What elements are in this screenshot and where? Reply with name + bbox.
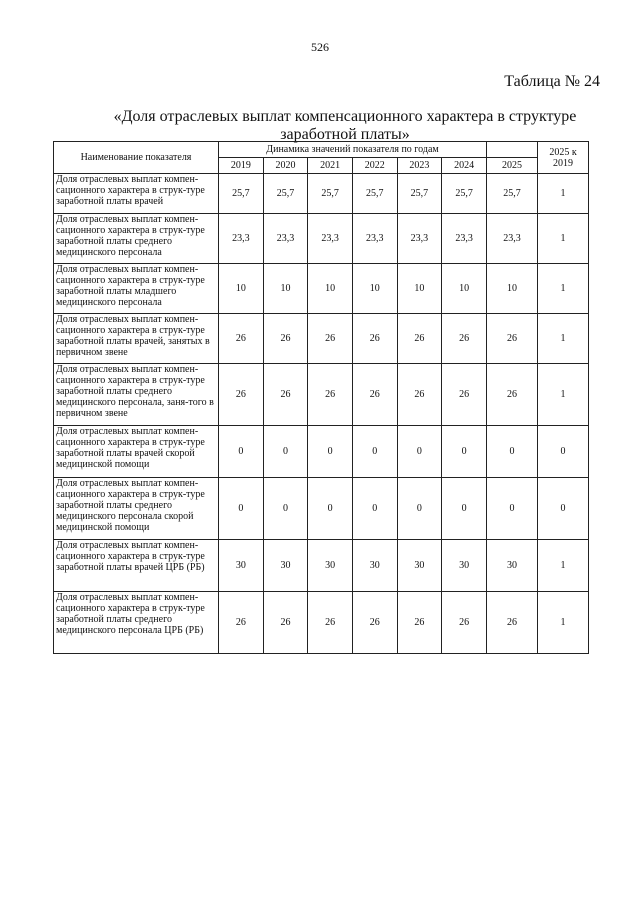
- row-name: Доля отраслевых выплат компен-сационного характера в струк-туре заработной платы врачей скорой медицинской помощи: [54, 426, 219, 478]
- row-value: 26: [487, 364, 538, 426]
- row-value: 26: [397, 314, 442, 364]
- table-row: [54, 364, 589, 426]
- row-value: 0: [308, 478, 353, 540]
- table-row: [54, 592, 589, 654]
- header-year: 2022: [352, 158, 397, 174]
- row-value: 0: [219, 478, 264, 540]
- row-name: Доля отраслевых выплат компен-сационного характера в струк-туре заработной платы врачей, занятых в первичном звене: [54, 314, 219, 364]
- row-value: 26: [487, 592, 538, 654]
- row-value: 26: [308, 364, 353, 426]
- row-value: 23,3: [263, 214, 308, 264]
- page-number: 526: [311, 40, 329, 54]
- row-name: Доля отраслевых выплат компен-сационного характера в струк-туре заработной платы среднего медицинского персонала: [54, 214, 219, 264]
- row-value: 30: [487, 540, 538, 592]
- row-value: 30: [308, 540, 353, 592]
- row-value: 26: [442, 364, 487, 426]
- row-value: 10: [487, 264, 538, 314]
- row-value: 0: [487, 426, 538, 478]
- row-value: 25,7: [263, 174, 308, 214]
- row-value: 0: [219, 426, 264, 478]
- row-ratio: 1: [538, 364, 589, 426]
- row-ratio: 1: [538, 214, 589, 264]
- row-value: 26: [263, 592, 308, 654]
- row-ratio: 1: [538, 540, 589, 592]
- row-value: 10: [219, 264, 264, 314]
- row-value: 30: [442, 540, 487, 592]
- row-value: 26: [397, 364, 442, 426]
- row-value: 0: [397, 426, 442, 478]
- row-value: 26: [352, 314, 397, 364]
- row-value: 25,7: [442, 174, 487, 214]
- row-value: 23,3: [352, 214, 397, 264]
- row-value: 30: [352, 540, 397, 592]
- row-value: 25,7: [352, 174, 397, 214]
- header-year: 2019: [219, 158, 264, 174]
- row-value: 10: [308, 264, 353, 314]
- row-value: 26: [219, 314, 264, 364]
- header-dynamics: Динамика значений показателя по годам: [219, 142, 487, 158]
- row-value: 26: [219, 364, 264, 426]
- row-value: 30: [263, 540, 308, 592]
- row-value: 26: [219, 592, 264, 654]
- row-value: 10: [352, 264, 397, 314]
- header-year: 2021: [308, 158, 353, 174]
- row-value: 26: [487, 314, 538, 364]
- row-ratio: 1: [538, 314, 589, 364]
- row-value: 0: [442, 478, 487, 540]
- row-value: 23,3: [219, 214, 264, 264]
- data-table: [53, 141, 589, 654]
- row-name: Доля отраслевых выплат компен-сационного характера в струк-туре заработной платы врачей: [54, 174, 219, 214]
- table-row: [54, 540, 589, 592]
- row-value: 0: [263, 478, 308, 540]
- header-year: 2024: [442, 158, 487, 174]
- row-name: Доля отраслевых выплат компен-сационного характера в струк-туре заработной платы среднего медицинского персонала ЦРБ (РБ): [54, 592, 219, 654]
- row-value: 0: [487, 478, 538, 540]
- table-label: Таблица № 24: [504, 73, 600, 90]
- row-value: 30: [397, 540, 442, 592]
- row-value: 25,7: [219, 174, 264, 214]
- header-blank: [487, 142, 538, 158]
- row-value: 10: [397, 264, 442, 314]
- row-value: 0: [397, 478, 442, 540]
- row-value: 0: [442, 426, 487, 478]
- table-row: [54, 314, 589, 364]
- table-title: «Доля отраслевых выплат компенсационного характера в структуре заработной платы»: [113, 108, 577, 143]
- row-value: 25,7: [487, 174, 538, 214]
- row-value: 26: [352, 592, 397, 654]
- row-value: 0: [352, 426, 397, 478]
- table-row: [54, 214, 589, 264]
- row-value: 25,7: [308, 174, 353, 214]
- row-value: 26: [308, 592, 353, 654]
- row-ratio: 0: [538, 478, 589, 540]
- row-value: 30: [219, 540, 264, 592]
- row-value: 23,3: [487, 214, 538, 264]
- row-value: 0: [352, 478, 397, 540]
- row-value: 23,3: [397, 214, 442, 264]
- row-value: 26: [263, 314, 308, 364]
- row-value: 0: [308, 426, 353, 478]
- header-ratio: 2025 к 2019: [538, 142, 589, 174]
- row-value: 26: [442, 314, 487, 364]
- row-ratio: 0: [538, 426, 589, 478]
- row-ratio: 1: [538, 174, 589, 214]
- row-value: 26: [442, 592, 487, 654]
- row-name: Доля отраслевых выплат компен-сационного характера в струк-туре заработной платы младшего медицинского персонала: [54, 264, 219, 314]
- header-year: 2023: [397, 158, 442, 174]
- row-value: 26: [263, 364, 308, 426]
- row-value: 25,7: [397, 174, 442, 214]
- row-value: 26: [308, 314, 353, 364]
- header-year: 2020: [263, 158, 308, 174]
- table-row: [54, 426, 589, 478]
- row-name: Доля отраслевых выплат компен-сационного характера в струк-туре заработной платы среднего медицинского персонала скорой медицинской помощи: [54, 478, 219, 540]
- row-ratio: 1: [538, 592, 589, 654]
- row-value: 23,3: [308, 214, 353, 264]
- row-name: Доля отраслевых выплат компен-сационного характера в струк-туре заработной платы врачей ЦРБ (РБ): [54, 540, 219, 592]
- row-value: 26: [352, 364, 397, 426]
- header-row-1: [54, 142, 589, 158]
- header-name: Наименование показателя: [54, 142, 219, 174]
- row-value: 10: [263, 264, 308, 314]
- table-row: [54, 478, 589, 540]
- row-value: 26: [397, 592, 442, 654]
- header-year: 2025: [487, 158, 538, 174]
- table-body: [54, 174, 589, 654]
- table-row: [54, 264, 589, 314]
- row-value: 10: [442, 264, 487, 314]
- row-value: 23,3: [442, 214, 487, 264]
- table-row: [54, 174, 589, 214]
- row-ratio: 1: [538, 264, 589, 314]
- row-name: Доля отраслевых выплат компен-сационного характера в струк-туре заработной платы среднего медицинского персонала, заня-того в первичном звене: [54, 364, 219, 426]
- row-value: 0: [263, 426, 308, 478]
